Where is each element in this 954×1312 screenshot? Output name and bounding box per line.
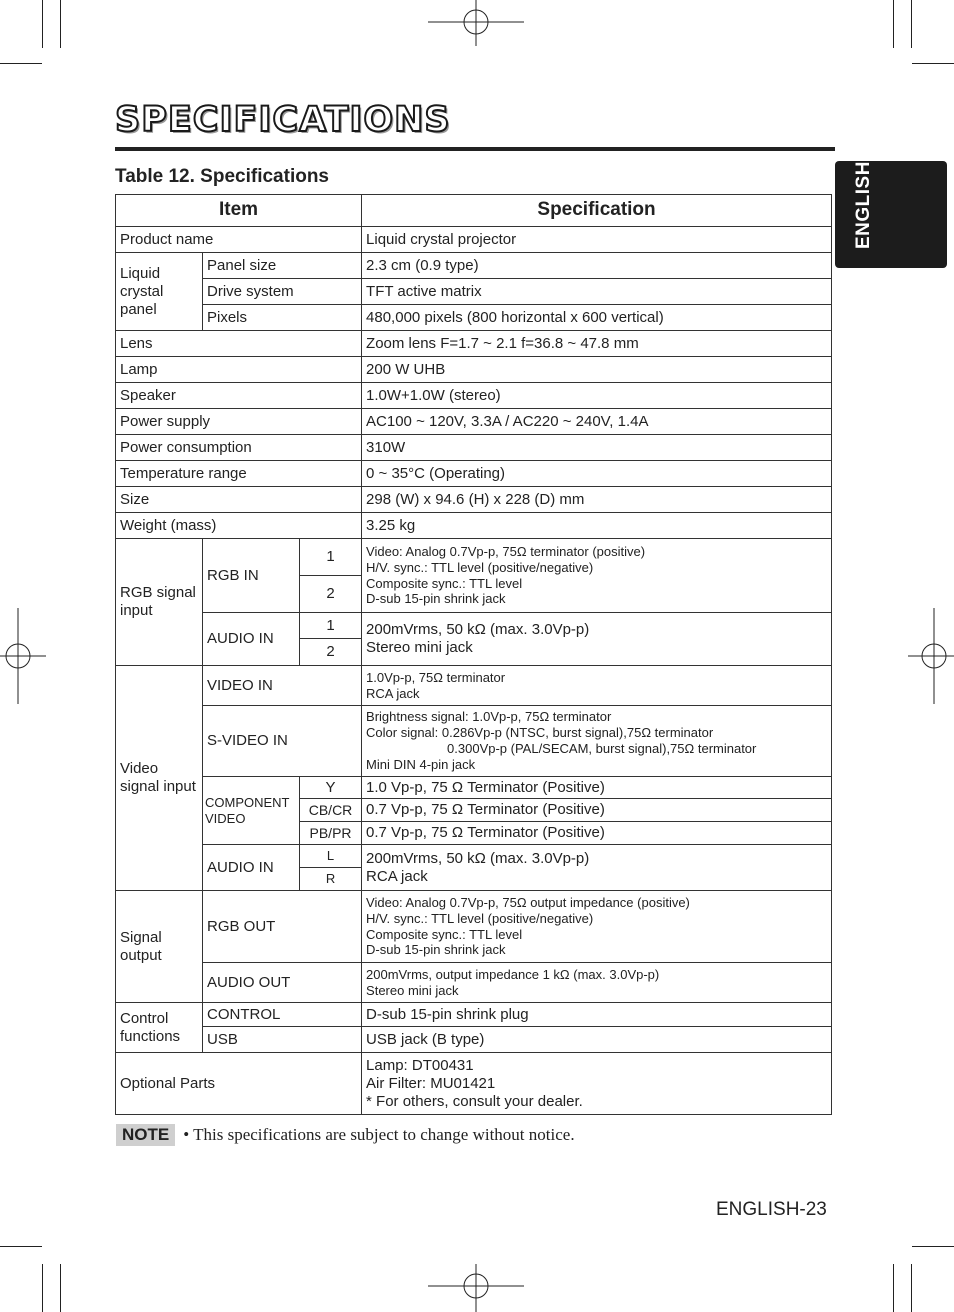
crop-mark <box>60 1264 61 1312</box>
table-row <box>116 409 832 435</box>
registration-mark-left <box>0 608 46 704</box>
specifications-table <box>115 194 832 1115</box>
table-row <box>116 706 832 777</box>
row-item: Power supply <box>116 409 362 435</box>
crop-mark <box>912 63 954 64</box>
row-spec: 298 (W) x 94.6 (H) x 228 (D) mm <box>362 487 832 513</box>
group-label: Control functions <box>116 1003 203 1053</box>
pin-label: 2 <box>300 639 362 666</box>
row-spec: Liquid crystal projector <box>362 227 832 253</box>
crop-mark <box>911 1264 912 1312</box>
pin-label: 2 <box>300 576 362 613</box>
crop-mark <box>911 0 912 48</box>
row-spec: 0 ~ 35°C (Operating) <box>362 461 832 487</box>
table-header-row <box>116 195 832 227</box>
spec-line: D-sub 15-pin shrink jack <box>366 942 506 958</box>
spec-line: 1.0Vp-p, 75Ω terminator <box>366 669 506 685</box>
registration-mark-top <box>428 0 524 46</box>
title-divider <box>115 147 835 151</box>
row-item: Product name <box>116 227 362 253</box>
row-item: Power consumption <box>116 435 362 461</box>
table-row <box>116 305 832 331</box>
table-caption: Table 12. Specifications <box>115 166 330 187</box>
table-row <box>116 227 832 253</box>
crop-mark <box>912 1246 954 1247</box>
group-label: Liquid crystal panel <box>116 253 203 331</box>
page-title: SPECIFICATIONS <box>115 100 451 140</box>
crop-mark <box>0 1246 42 1247</box>
table-row <box>116 891 832 963</box>
component-sub-label: Y <box>300 777 362 799</box>
row-item: COMPONENT VIDEO <box>203 777 300 845</box>
row-spec: USB jack (B type) <box>362 1027 832 1053</box>
language-side-tab <box>835 161 947 268</box>
spec-line: Composite sync.: TTL level <box>366 926 523 942</box>
spec-line: Video: Analog 0.7Vp-p, 75Ω output impedance (positive) <box>366 894 690 910</box>
row-spec <box>362 845 832 891</box>
row-item: Temperature range <box>116 461 362 487</box>
row-item: Panel size <box>203 253 362 279</box>
row-item: Drive system <box>203 279 362 305</box>
row-spec: D-sub 15-pin shrink plug <box>362 1003 832 1027</box>
row-spec: 1.0 Vp-p, 75 Ω Terminator (Positive) <box>362 777 832 799</box>
row-item: RGB OUT <box>203 891 362 963</box>
table-row <box>116 461 832 487</box>
component-sub-label: PB/PR <box>300 822 362 845</box>
spec-line: 200mVrms, 50 kΩ (max. 3.0Vp-p) <box>366 621 590 638</box>
table-row <box>116 666 832 706</box>
header-item: Item <box>116 195 362 227</box>
table-row <box>116 1053 832 1115</box>
table-row <box>116 613 832 639</box>
row-item: Pixels <box>203 305 362 331</box>
row-item: Optional Parts <box>116 1053 362 1115</box>
row-spec: AC100 ~ 120V, 3.3A / AC220 ~ 240V, 1.4A <box>362 409 832 435</box>
table-row <box>116 487 832 513</box>
row-item: VIDEO IN <box>203 666 362 706</box>
row-item: AUDIO IN <box>203 613 300 666</box>
row-item: Size <box>116 487 362 513</box>
table-row <box>116 845 832 868</box>
crop-mark <box>0 63 42 64</box>
table-row <box>116 963 832 1003</box>
spec-line: Air Filter: MU01421 <box>366 1074 496 1092</box>
row-spec: 2.3 cm (0.9 type) <box>362 253 832 279</box>
row-item: S-VIDEO IN <box>203 706 362 777</box>
spec-line: D-sub 15-pin shrink jack <box>366 591 506 607</box>
table-row <box>116 1027 832 1053</box>
row-spec <box>362 891 832 963</box>
table-row <box>116 253 832 279</box>
table-row <box>116 279 832 305</box>
table-row <box>116 435 832 461</box>
pin-label: 1 <box>300 539 362 576</box>
table-row <box>116 357 832 383</box>
table-row <box>116 539 832 576</box>
spec-line: Lamp: DT00431 <box>366 1056 474 1074</box>
row-item: AUDIO IN <box>203 845 300 891</box>
spec-line: Video: Analog 0.7Vp-p, 75Ω terminator (positive) <box>366 543 646 559</box>
row-spec <box>362 539 832 613</box>
row-item: Speaker <box>116 383 362 409</box>
spec-line: Mini DIN 4-pin jack <box>366 756 476 772</box>
row-spec <box>362 613 832 666</box>
spec-line: 200mVrms, 50 kΩ (max. 3.0Vp-p) <box>366 849 590 867</box>
spec-line: H/V. sync.: TTL level (positive/negative) <box>366 910 594 926</box>
registration-mark-right <box>908 608 954 704</box>
note-badge: NOTE <box>116 1124 175 1146</box>
channel-label: R <box>300 868 362 891</box>
group-label: Signal output <box>116 891 203 1003</box>
spec-line: RCA jack <box>366 685 420 701</box>
row-spec: 200 W UHB <box>362 357 832 383</box>
note <box>116 1124 575 1146</box>
spec-line: Brightness signal: 1.0Vp-p, 75Ω terminator <box>366 709 612 725</box>
spec-line: Stereo mini jack <box>366 639 473 656</box>
group-label: Video signal input <box>116 666 203 891</box>
spec-line: 0.300Vp-p (PAL/SECAM, burst signal),75Ω terminator <box>447 741 757 756</box>
crop-mark <box>42 0 43 48</box>
note-text: • This specifications are subject to change without notice. <box>183 1125 575 1144</box>
row-spec <box>362 706 832 777</box>
pin-label: 1 <box>300 613 362 639</box>
row-item: CONTROL <box>203 1003 362 1027</box>
spec-line: 200mVrms, output impedance 1 kΩ (max. 3.0Vp-p) <box>366 966 660 982</box>
row-spec <box>362 963 832 1003</box>
group-label: RGB signal input <box>116 539 203 666</box>
row-spec <box>362 1053 832 1115</box>
component-sub-label: CB/CR <box>300 799 362 822</box>
channel-label: L <box>300 845 362 868</box>
table-row <box>116 331 832 357</box>
row-spec: 1.0W+1.0W (stereo) <box>362 383 832 409</box>
crop-mark <box>42 1264 43 1312</box>
spec-line: Color signal: 0.286Vp-p (NTSC, burst signal),75Ω terminator <box>366 725 714 741</box>
row-spec: 480,000 pixels (800 horizontal x 600 vertical) <box>362 305 832 331</box>
spec-line: H/V. sync.: TTL level (positive/negative) <box>366 559 594 575</box>
row-spec: Zoom lens F=1.7 ~ 2.1 f=36.8 ~ 47.8 mm <box>362 331 832 357</box>
row-item: USB <box>203 1027 362 1053</box>
row-spec: 0.7 Vp-p, 75 Ω Terminator (Positive) <box>362 822 832 845</box>
row-item: Lens <box>116 331 362 357</box>
row-spec: 3.25 kg <box>362 513 832 539</box>
table-row <box>116 383 832 409</box>
spec-line: RCA jack <box>366 867 428 885</box>
table-row <box>116 777 832 799</box>
row-spec <box>362 666 832 706</box>
header-specification: Specification <box>362 195 832 227</box>
row-item: Weight (mass) <box>116 513 362 539</box>
table-row <box>116 513 832 539</box>
row-spec: 0.7 Vp-p, 75 Ω Terminator (Positive) <box>362 799 832 822</box>
crop-mark <box>893 1264 894 1312</box>
crop-mark <box>893 0 894 48</box>
row-item: Lamp <box>116 357 362 383</box>
spec-line: * For others, consult your dealer. <box>366 1092 583 1110</box>
page-number: ENGLISH-23 <box>716 1199 827 1220</box>
registration-mark-bottom <box>428 1264 524 1312</box>
row-spec: TFT active matrix <box>362 279 832 305</box>
table-row <box>116 1003 832 1027</box>
spec-line: Composite sync.: TTL level <box>366 575 523 591</box>
crop-mark <box>60 0 61 48</box>
side-tab-label: ENGLISH <box>853 161 874 249</box>
row-item: AUDIO OUT <box>203 963 362 1003</box>
row-spec: 310W <box>362 435 832 461</box>
row-item: RGB IN <box>203 539 300 613</box>
spec-line: Stereo mini jack <box>366 982 459 998</box>
